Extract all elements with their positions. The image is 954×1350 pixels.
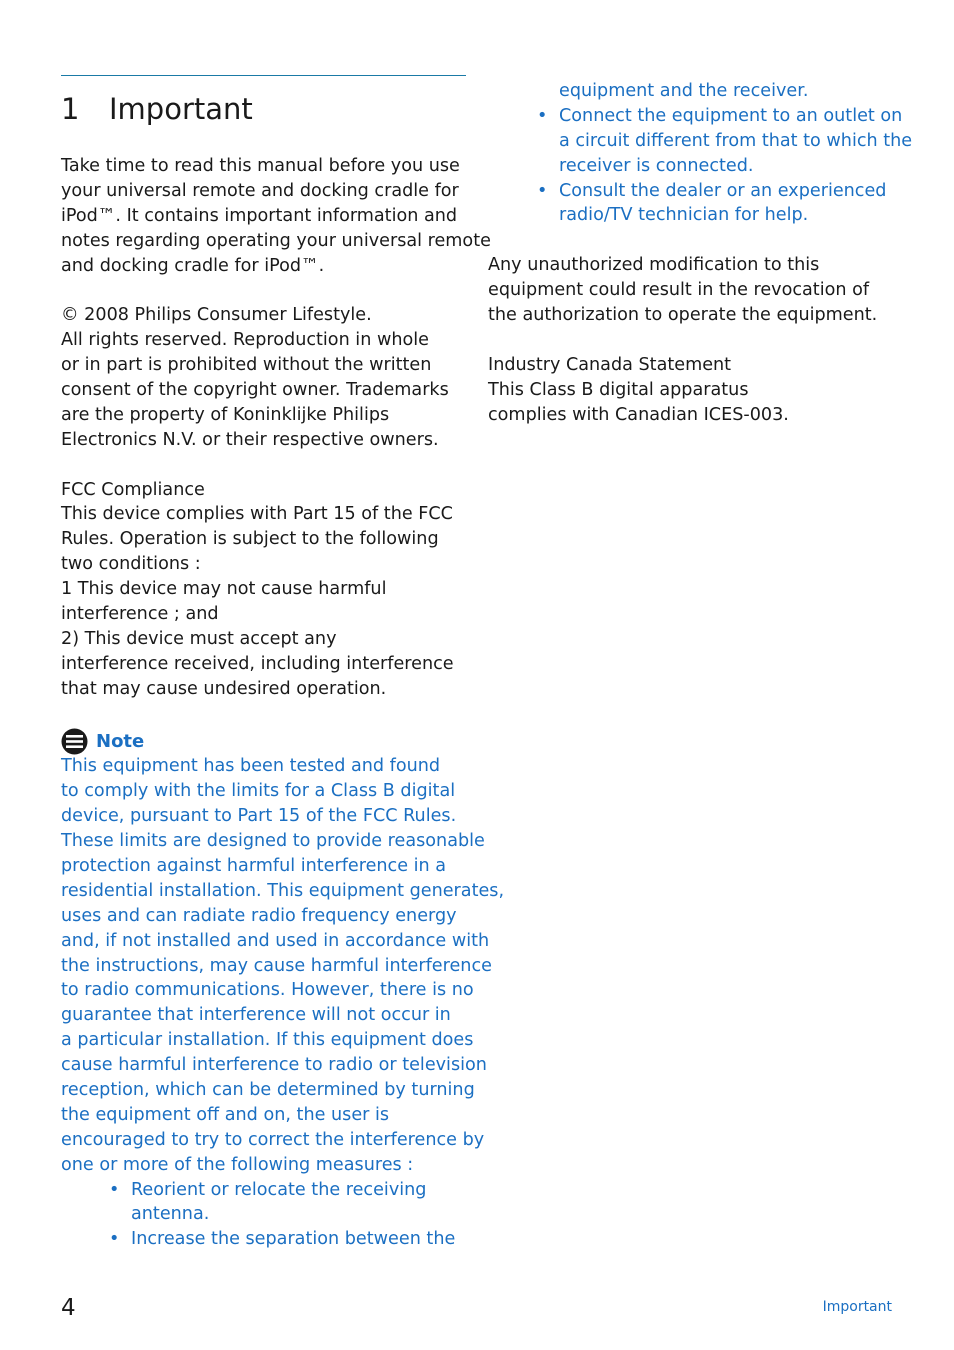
right-column (488, 79, 913, 427)
section-title-text: Important (109, 92, 253, 126)
section-title (61, 92, 253, 126)
canada-paragraph (488, 353, 908, 428)
text-line: equipment could result in the revocation of (488, 280, 870, 301)
note-block (61, 729, 505, 1252)
text-line: Connect the equipment to an outlet on (559, 105, 903, 126)
text-line: Consult the dealer or an experienced (559, 180, 887, 201)
note-bullet-list-continued (537, 104, 913, 228)
text-line: and docking cradle for iPod™. (61, 255, 325, 276)
text-line: the authorization to operate the equipment. (488, 305, 878, 326)
text-line: one or more of the following measures : (61, 1154, 414, 1175)
text-line: Any unauthorized modification to this (488, 255, 820, 276)
text-line: cause harmful interference to radio or television (61, 1055, 487, 1076)
bullet-marker: • (537, 105, 548, 126)
list-item (109, 1178, 471, 1228)
bullet-marker: • (537, 180, 548, 201)
text-line: Industry Canada Statement (488, 354, 732, 375)
text-line: equipment and the receiver. (559, 81, 809, 101)
text-line: complies with Canadian ICES-003. (488, 404, 789, 425)
header-rule (61, 75, 466, 76)
text-line: This equipment has been tested and found (61, 756, 441, 777)
text-line: These limits are designed to provide reasonable (61, 831, 485, 852)
text-line: that may cause undesired operation. (61, 678, 387, 699)
text-line: interference ; and (61, 604, 219, 625)
text-line: This device complies with Part 15 of the FCC (61, 504, 453, 525)
text-line: 1 This device may not cause harmful (61, 579, 387, 600)
bullet-marker: • (109, 1229, 120, 1250)
text-line: encouraged to try to correct the interference by (61, 1129, 485, 1150)
text-line: Take time to read this manual before you use (61, 156, 460, 176)
bullet-marker: • (109, 1179, 120, 1200)
text-line: and, if not installed and used in accordance with (61, 930, 490, 951)
list-item (537, 179, 908, 229)
text-line: residential installation. This equipment generates, (61, 880, 505, 901)
text-line: reception, which can be determined by turning (61, 1079, 475, 1100)
note-bullet-list (109, 1178, 471, 1253)
section-number: 1 (61, 92, 80, 126)
page-number: 4 (61, 1295, 76, 1321)
text-line: a circuit different from that to which the (559, 130, 913, 151)
text-line: receiver is connected. (559, 155, 754, 176)
left-column (61, 154, 505, 1252)
text-line: Reorient or relocate the receiving (131, 1179, 427, 1200)
text-line: radio/TV technician for help. (559, 205, 809, 226)
note-continuation (488, 79, 913, 228)
text-line: 2) This device must accept any (61, 628, 337, 649)
text-line: antenna. (131, 1204, 210, 1225)
list-item (537, 104, 913, 179)
text-line: Electronics N.V. or their respective owners. (61, 429, 439, 450)
text-line: the instructions, may cause harmful interference (61, 955, 492, 976)
note-icon (61, 728, 88, 755)
list-item (109, 1227, 471, 1252)
footer-section-title: Important (822, 1299, 892, 1315)
text-line: two conditions : (61, 554, 201, 575)
text-line: iPod™. It contains important information and (61, 205, 458, 226)
text-line: uses and can radiate radio frequency energy (61, 905, 457, 926)
text-line: or in part is prohibited without the written (61, 355, 432, 376)
fcc-paragraph (61, 478, 471, 702)
text-line: protection against harmful interference in a (61, 855, 447, 876)
text-line: device, pursuant to Part 15 of the FCC Rules. (61, 806, 457, 827)
text-line: FCC Compliance (61, 479, 205, 500)
modification-paragraph (488, 253, 908, 328)
text-line: Increase the separation between the (131, 1229, 456, 1250)
text-line: All rights reserved. Reproduction in whole (61, 330, 429, 351)
text-line: the equipment off and on, the user is (61, 1104, 390, 1125)
text-line: Rules. Operation is subject to the following (61, 529, 439, 550)
text-line: interference received, including interference (61, 653, 454, 674)
text-line: to comply with the limits for a Class B digital (61, 781, 456, 802)
copyright-paragraph (61, 303, 471, 452)
text-line: guarantee that interference will not occur in (61, 1005, 451, 1026)
text-line: This Class B digital apparatus (488, 379, 749, 400)
note-text (61, 754, 505, 1177)
text-line: to radio communications. However, there is no (61, 980, 474, 1001)
text-line: © 2008 Philips Consumer Lifestyle. (61, 305, 372, 326)
text-line: a particular installation. If this equipment does (61, 1030, 474, 1051)
note-heading (61, 729, 471, 754)
intro-paragraph (61, 154, 491, 278)
text-line: notes regarding operating your universal remote (61, 230, 491, 251)
text-line: consent of the copyright owner. Trademarks (61, 380, 449, 401)
note-heading-label: Note (96, 731, 145, 753)
text-line: your universal remote and docking cradle for (61, 180, 459, 201)
text-line: are the property of Koninklijke Philips (61, 404, 390, 425)
